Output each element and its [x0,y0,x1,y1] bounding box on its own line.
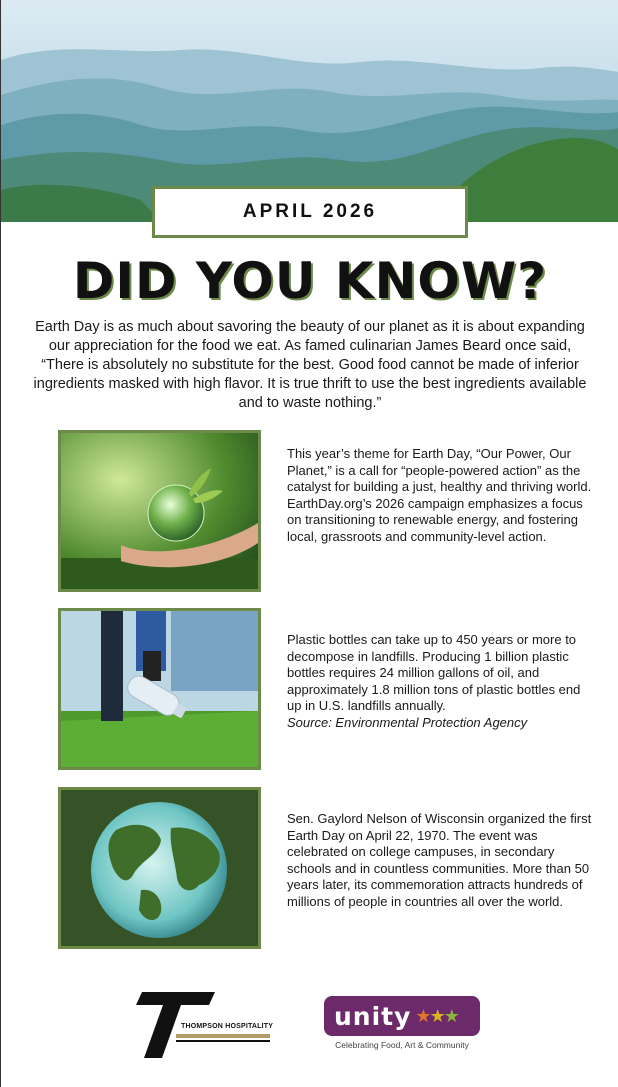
date-banner [152,186,468,238]
unity-logo [324,996,480,1036]
fact-earth-day-theme: This year’s theme for Earth Day, “Our Power, Our Planet,” is a call for “people-powered action” as the catalyst for building a just, healthy and thriving world. EarthDay.org’s 2026 campaign emphasizes a focus on transitioning to renewable energy, and fostering local, grassroots and community-level action. [287,446,592,544]
globe-in-hands-photo [58,430,261,592]
page-title: DID YOU KNOW? [72,252,548,310]
fact-plastic-bottles [287,632,597,731]
plastic-bottle-pickup-photo [58,608,261,770]
unity-tagline: Celebrating Food, Art & Community [335,1040,469,1050]
unity-logo-word: unity [334,1001,412,1031]
thompson-logo-text: THOMPSON HOSPITALITY [181,1023,274,1030]
fact-first-earth-day: Sen. Gaylord Nelson of Wisconsin organized the first Earth Day on April 22, 1970. The event was celebrated on college campuses, in secondary schools and in countless communities. More than 50 years later, its commemoration attracts hundreds of millions of people in countries all over the world. [287,811,592,909]
intro-paragraph: Earth Day is as much about savoring the beauty of our planet as it is about expanding our appreciation for the food we eat. As famed culinarian James Beard once said, “There is absolutely no substitute for the best. Good food cannot be made of inferior ingredients masked with high flavor. It is true thrift to use the best ingredients available and to waste nothing.” [33,319,587,411]
fact-plastic-text: Plastic bottles can take up to 450 years or more to decompose in landfills. Producing 1 billion plastic bottles requires 24 million gallons of oil, and approximately 1.8 million tons of plastic bottles end up in U.S. landfills annually. [287,632,581,713]
moss-globe-photo [58,787,261,949]
date-label: APRIL 2026 [242,201,378,222]
fact-source: Source: Environmental Protection Agency [287,714,528,730]
stars-icon: ★★★ [415,1005,458,1026]
